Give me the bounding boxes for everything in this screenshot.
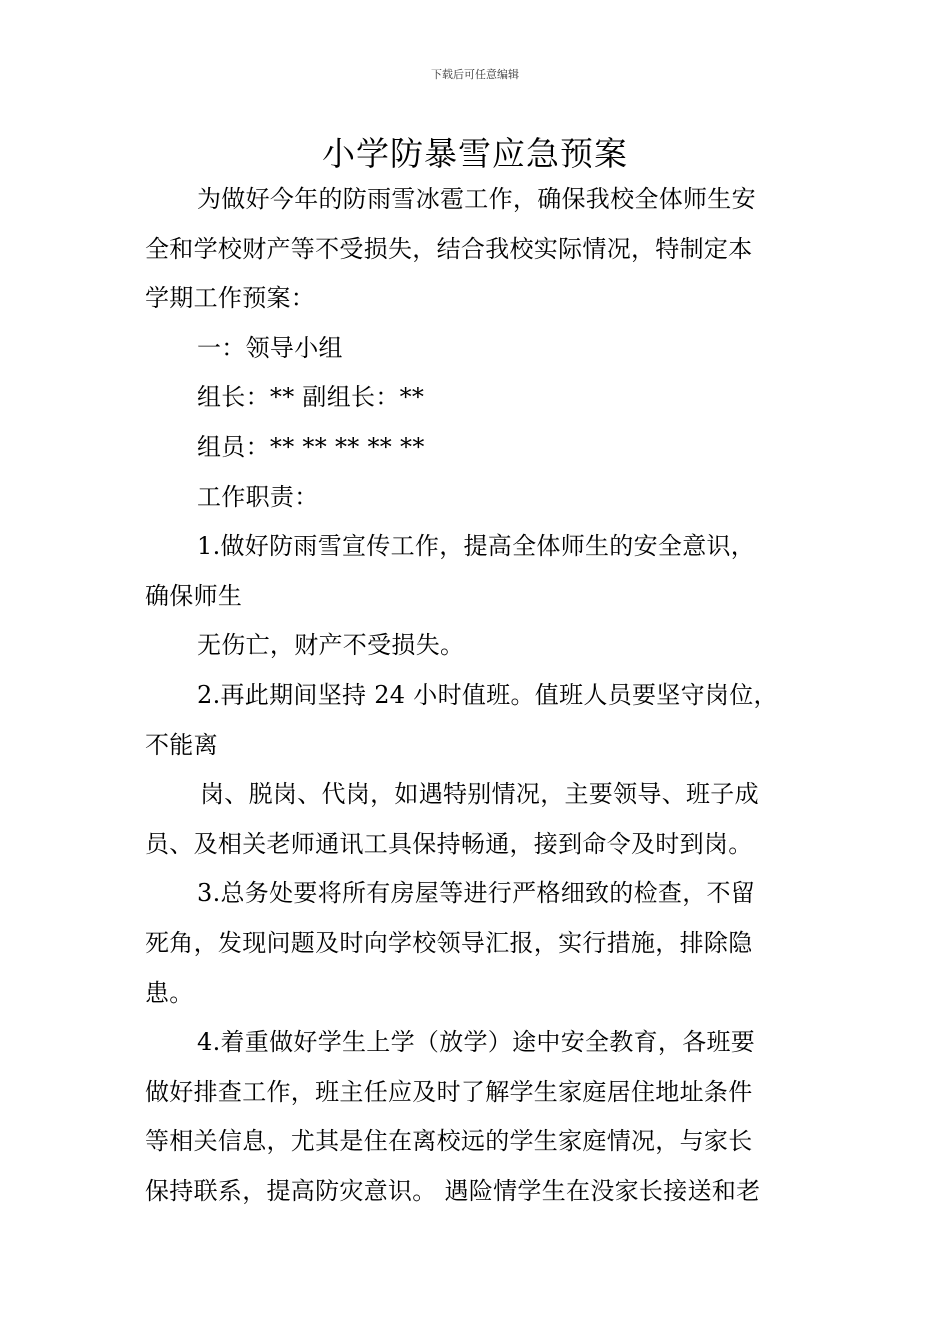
body-line: 死角，发现问题及时向学校领导汇报，实行措施，排除隐 — [145, 928, 753, 957]
body-line: 组员：** ** ** ** ** — [197, 432, 425, 461]
body-line: 组长：** 副组长：** — [197, 383, 425, 412]
body-line: 无伤亡，财产不受损失。 — [197, 631, 465, 660]
body-line: 2.再此期间坚持 24 小时值班。值班人员要坚守岗位， — [197, 680, 778, 709]
body-line: 保持联系，提高防灾意识。 遇险情学生在没家长接送和老 — [145, 1176, 761, 1205]
document-body — [145, 175, 810, 1216]
body-line: 岗、脱岗、代岗，如遇特别情况，主要领导、班子成 — [200, 780, 759, 809]
header-note: 下载后可任意编辑 — [431, 68, 519, 81]
section-heading: 一：领导小组 — [197, 333, 343, 362]
body-line: 全和学校财产等不受损失，结合我校实际情况，特制定本 — [145, 234, 753, 263]
body-line: 等相关信息，尤其是住在离校远的学生家庭情况，与家长 — [145, 1127, 753, 1156]
document-title: 小学防暴雪应急预案 — [322, 134, 628, 173]
body-line: 不能离 — [145, 730, 218, 759]
body-line: 做好排查工作，班主任应及时了解学生家庭居住地址条件 — [145, 1077, 753, 1106]
body-line: 4.着重做好学生上学（放学）途中安全教育，各班要 — [197, 1028, 756, 1057]
body-line: 确保师生 — [145, 581, 243, 610]
body-line: 员、及相关老师通讯工具保持畅通，接到命令及时到岗。 — [145, 829, 753, 858]
body-line: 患。 — [145, 978, 194, 1007]
section-heading: 工作职责： — [197, 482, 319, 511]
body-line: 1.做好防雨雪宣传工作，提高全体师生的安全意识， — [197, 532, 756, 561]
body-line: 3.总务处要将所有房屋等进行严格细致的检查，不留 — [197, 879, 756, 908]
body-line: 为做好今年的防雨雪冰雹工作，确保我校全体师生安 — [197, 185, 756, 213]
body-line: 学期工作预案： — [145, 284, 316, 313]
